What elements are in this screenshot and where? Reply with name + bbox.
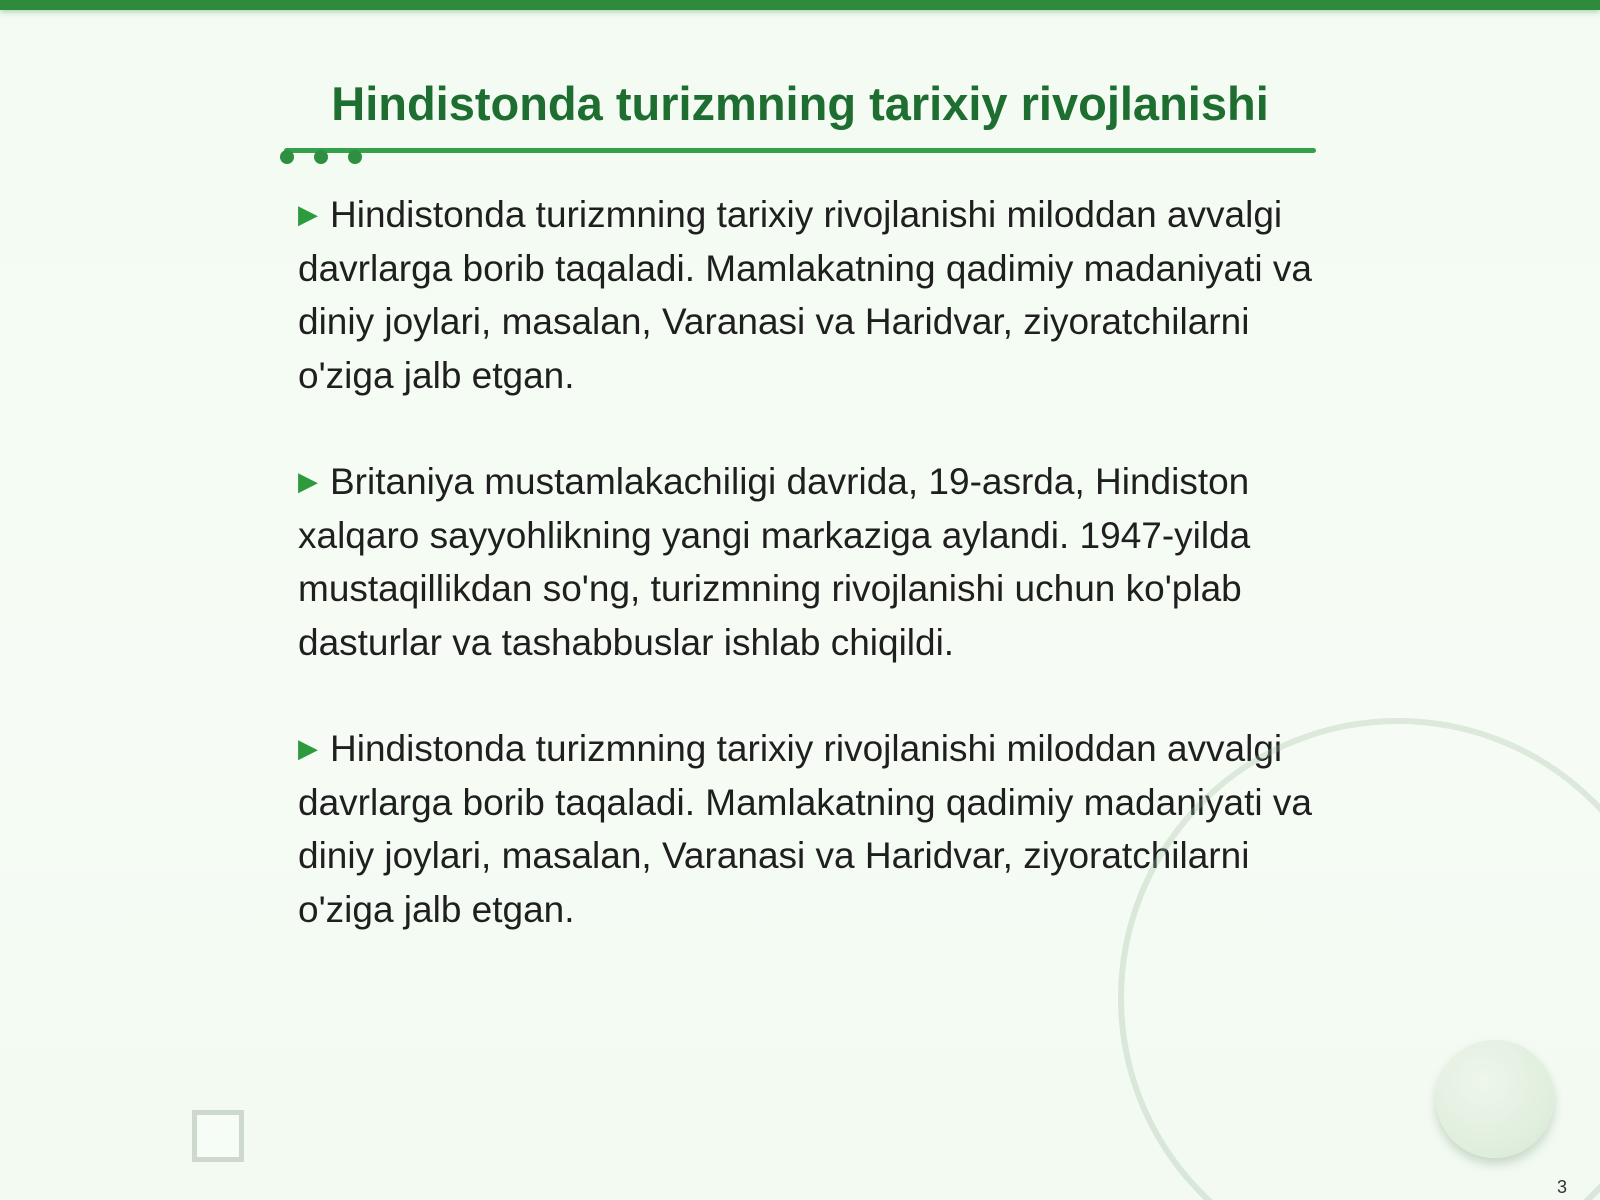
paragraph-text: Hindistonda turizmning tarixiy rivojlanishi miloddan avvalgi davrlarga borib taqaladi. Mamlakatning qadimiy madaniyati va diniy joylari, masalan, Varanasi va Haridvar, ziyoratchilarni o'ziga jalb etgan. xyxy=(298,194,1312,396)
paragraph-text: Hindistonda turizmning tarixiy rivojlanishi miloddan avvalgi davrlarga borib taqaladi. Mamlakatning qadimiy madaniyati va diniy joylari, masalan, Varanasi va Haridvar, ziyoratchilarni o'ziga jalb etgan. xyxy=(298,728,1312,930)
decorative-dot xyxy=(280,150,294,164)
paragraph-text: Britaniya mustamlakachiligi davrida, 19-asrda, Hindiston xalqaro sayyohlikning yangi markaziga aylandi. 1947-yilda mustaqillikdan so'ng, turizmning rivojlanishi uchun ko'plab dasturlar va tashabbuslar ishlab chiqildi. xyxy=(298,461,1251,663)
triangle-right-icon: ▶ xyxy=(298,733,318,763)
triangle-right-icon: ▶ xyxy=(298,199,318,229)
bullet-paragraph xyxy=(298,455,1318,669)
decorative-dot xyxy=(314,150,328,164)
top-accent-bar xyxy=(0,0,1600,10)
triangle-right-icon: ▶ xyxy=(298,466,318,496)
bullet-paragraph xyxy=(298,188,1318,402)
decorative-circle xyxy=(1436,1040,1554,1158)
title-underline xyxy=(284,148,1316,153)
decorative-dot xyxy=(348,150,362,164)
decorative-square xyxy=(192,1110,244,1162)
bullet-list xyxy=(298,188,1318,936)
page-number: 3 xyxy=(1556,1177,1567,1197)
slide-title: Hindistonda turizmning tarixiy rivojlanishi xyxy=(331,77,1269,130)
